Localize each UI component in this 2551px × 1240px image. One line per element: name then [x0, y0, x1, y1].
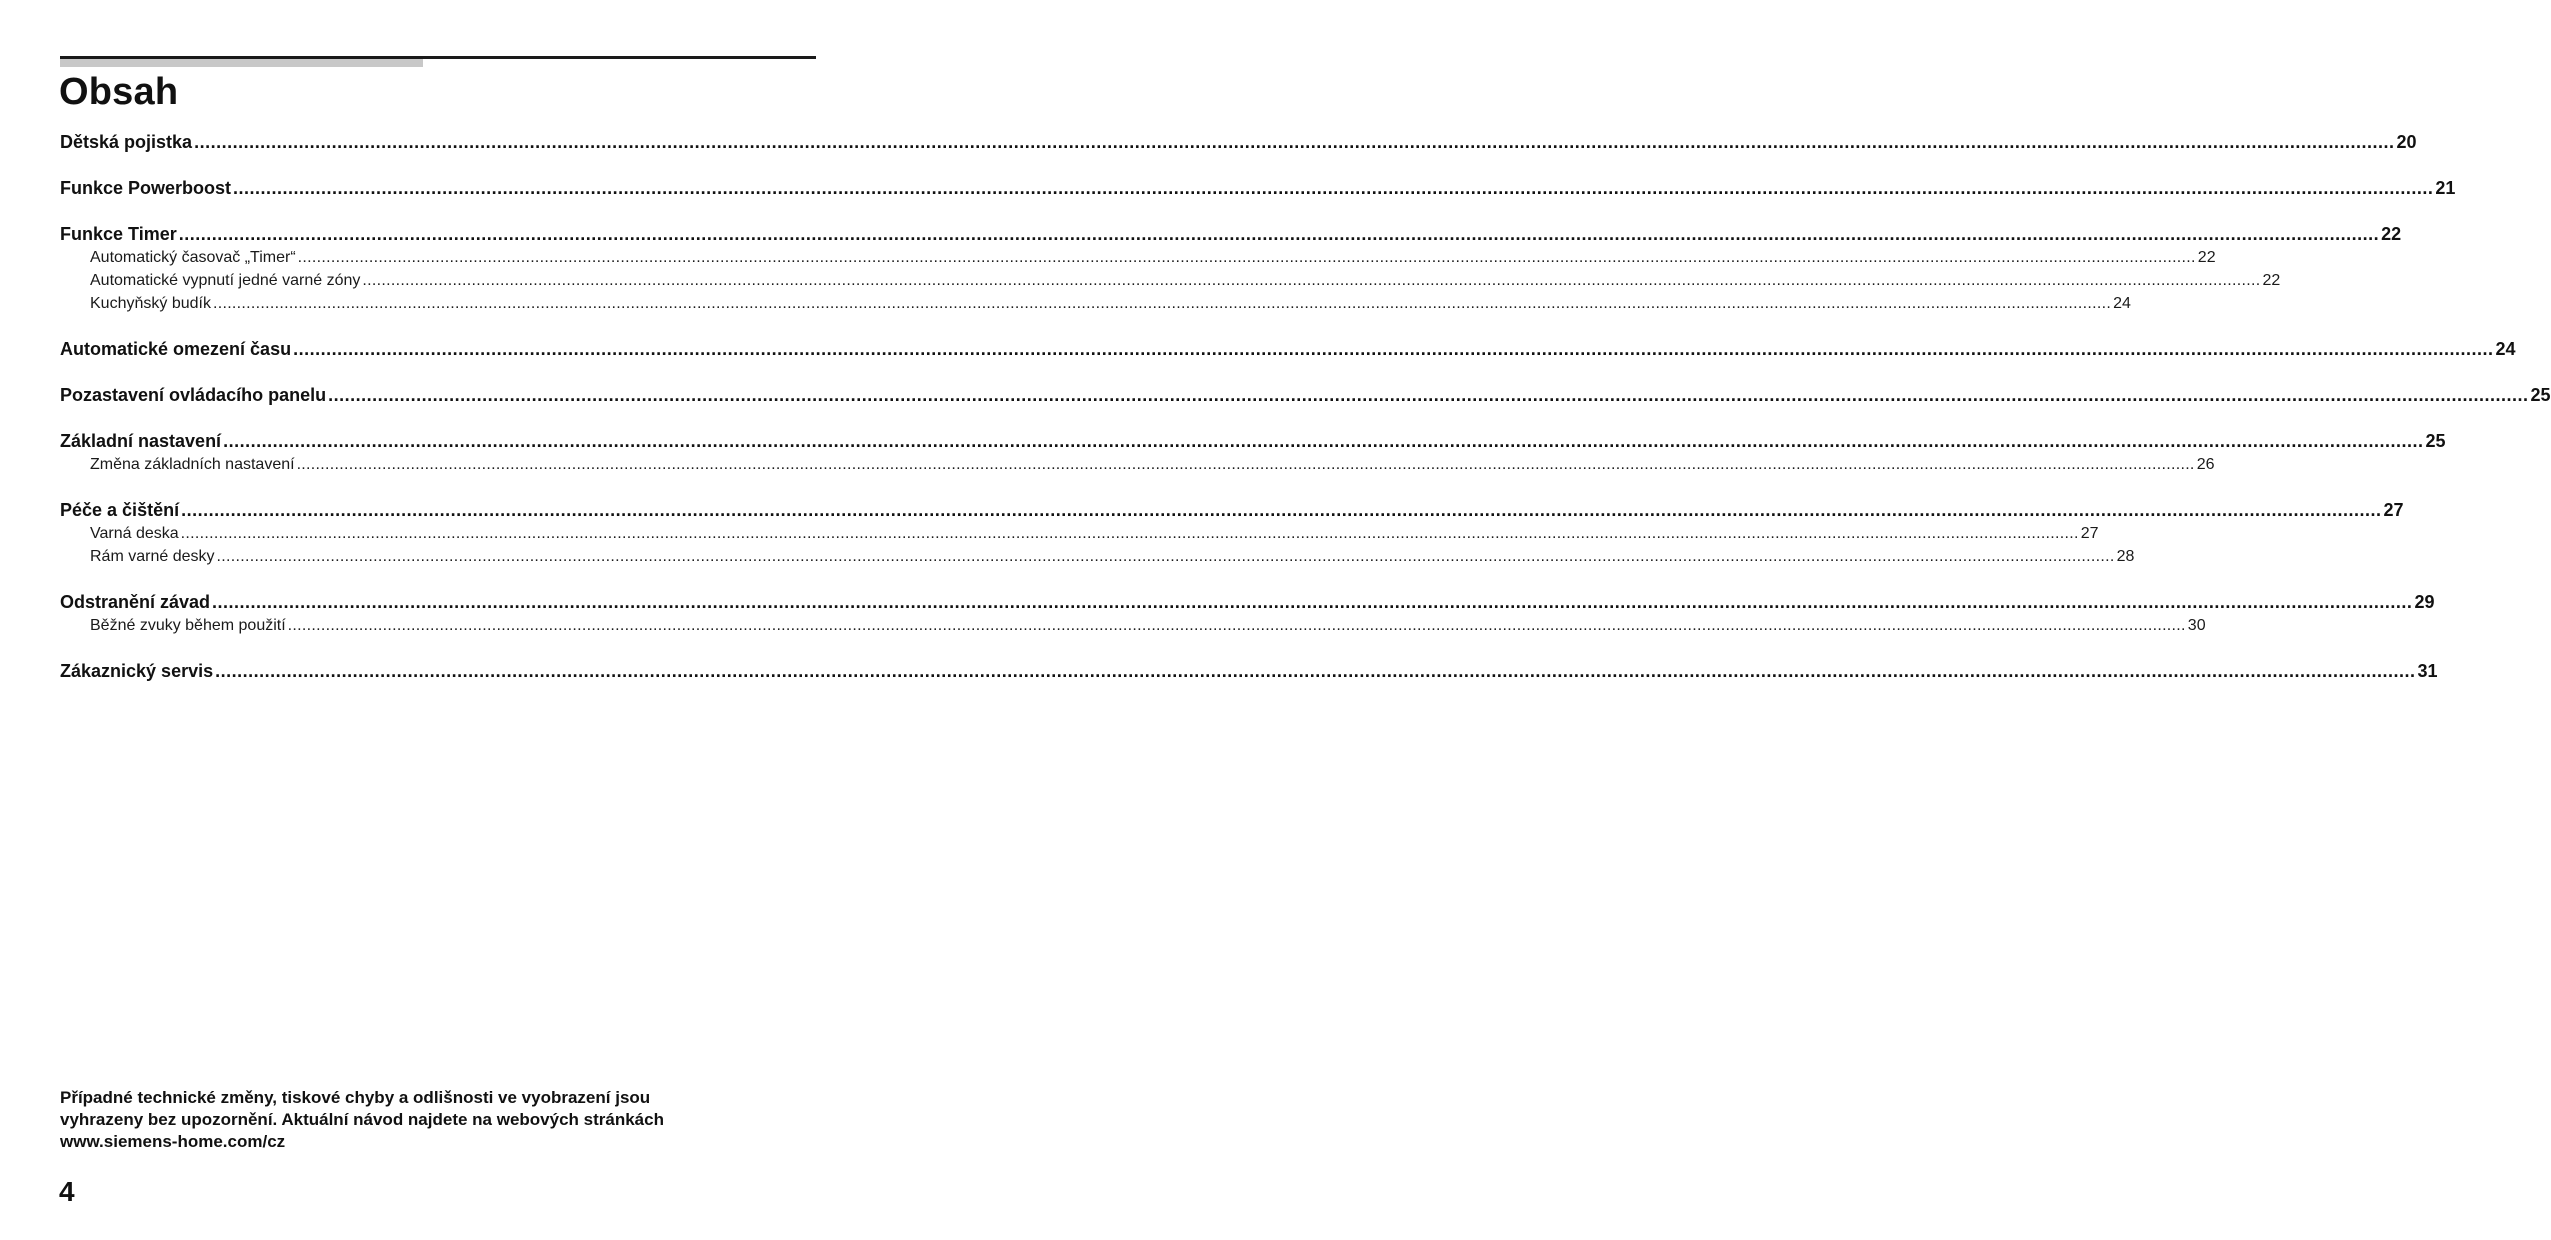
toc-entry-page: 22: [2197, 249, 2216, 266]
toc-entry: [60, 176, 2456, 200]
toc-entry-label: Kuchyňský budík: [90, 295, 211, 312]
toc-entry-label: Dětská pojistka: [60, 132, 193, 152]
toc-entry-label: Funkce Timer: [60, 224, 177, 244]
toc-entry-label: Běžné zvuky během použití: [90, 617, 286, 634]
toc-entry: [60, 659, 2438, 683]
toc-leader-dots: ................................................................................................................................................................................................................................................................................................................................................................................................................: [328, 385, 2529, 405]
footer-note: [60, 1087, 820, 1153]
toc-entry-label: Automatický časovač „Timer“: [90, 249, 296, 266]
footer-url: www.siemens-home.com/cz: [60, 1132, 286, 1151]
toc-leader-dots: ................................................................................................................................................................................................................................................................................................................................................................................................................: [194, 132, 2395, 152]
toc-leader-dots: ................................................................................................................................................................................................................................................................................................................................................................................................................: [180, 525, 2079, 542]
toc-entry-page: 29: [2414, 592, 2435, 612]
toc-entry: [60, 590, 2435, 614]
toc-entry-label: Změna základních nastavení: [90, 456, 295, 473]
header-accent-bar: [60, 59, 423, 67]
page-number: 4: [59, 1176, 75, 1207]
toc-entry-page: 25: [2530, 385, 2551, 405]
toc-entry: [60, 498, 2404, 522]
toc-entry-page: 31: [2417, 661, 2438, 681]
toc-entry: [60, 429, 2446, 453]
toc-entry-label: Automatické vypnutí jedné varné zóny: [90, 272, 361, 289]
toc-entry-page: 27: [2383, 500, 2404, 520]
toc-entry-page: 20: [2396, 132, 2417, 152]
toc-entry-page: 22: [2381, 224, 2402, 244]
toc-leader-dots: ................................................................................................................................................................................................................................................................................................................................................................................................................: [233, 178, 2434, 198]
page-title: Obsah: [59, 71, 179, 113]
toc-subentry: [60, 246, 2216, 269]
toc-entry-page: 24: [2113, 295, 2131, 312]
toc-leader-dots: ................................................................................................................................................................................................................................................................................................................................................................................................................: [178, 224, 2380, 244]
toc-entry-label: Varná deska: [90, 525, 179, 542]
toc-subentry: [60, 614, 2206, 637]
toc-entry: [60, 222, 2402, 246]
toc-subentry: [60, 453, 2215, 476]
toc-entry-page: 28: [2116, 548, 2135, 565]
toc-entry-label: Zákaznický servis: [60, 661, 214, 681]
toc-entry-page: 24: [2495, 339, 2516, 359]
toc-leader-dots: ................................................................................................................................................................................................................................................................................................................................................................................................................: [212, 295, 2112, 312]
toc-entry-label: Automatické omezení času: [60, 339, 292, 359]
toc-leader-dots: ................................................................................................................................................................................................................................................................................................................................................................................................................: [215, 661, 2416, 681]
toc-leader-dots: ................................................................................................................................................................................................................................................................................................................................................................................................................: [181, 500, 2382, 520]
toc-leader-dots: ................................................................................................................................................................................................................................................................................................................................................................................................................: [223, 431, 2424, 451]
toc-leader-dots: ................................................................................................................................................................................................................................................................................................................................................................................................................: [296, 456, 2195, 473]
toc-entry-page: 26: [2196, 456, 2215, 473]
toc-entry-label: Odstranění závad: [60, 592, 211, 612]
toc-leader-dots: ................................................................................................................................................................................................................................................................................................................................................................................................................: [287, 617, 2186, 634]
table-of-contents: [60, 130, 2551, 683]
toc-subentry: [60, 545, 2135, 568]
toc-entry: [60, 337, 2516, 361]
toc-entry-label: Pozastavení ovládacího panelu: [60, 385, 327, 405]
toc-subentry: [60, 522, 2099, 545]
toc-leader-dots: ................................................................................................................................................................................................................................................................................................................................................................................................................: [216, 548, 2115, 565]
toc-entry-label: Základní nastavení: [60, 431, 222, 451]
footer-line: Případné technické změny, tiskové chyby a odlišnosti ve vyobrazení jsou: [60, 1088, 651, 1107]
toc-entry-label: Rám varné desky: [90, 548, 215, 565]
toc-leader-dots: ................................................................................................................................................................................................................................................................................................................................................................................................................: [212, 592, 2413, 612]
toc-entry-page: 25: [2425, 431, 2446, 451]
toc-entry-page: 21: [2435, 178, 2456, 198]
toc-leader-dots: ................................................................................................................................................................................................................................................................................................................................................................................................................: [297, 249, 2196, 266]
toc-entry-label: Funkce Powerboost: [60, 178, 232, 198]
toc-entry: [60, 130, 2417, 154]
toc-entry: [60, 383, 2551, 407]
toc-leader-dots: ................................................................................................................................................................................................................................................................................................................................................................................................................: [362, 272, 2261, 289]
toc-subentry: [60, 292, 2131, 315]
toc-entry-page: 27: [2080, 525, 2099, 542]
toc-leader-dots: ................................................................................................................................................................................................................................................................................................................................................................................................................: [293, 339, 2494, 359]
toc-entry-label: Péče a čištění: [60, 500, 180, 520]
toc-subentry: [60, 269, 2281, 292]
toc-entry-page: 22: [2262, 272, 2281, 289]
toc-entry-page: 30: [2187, 617, 2206, 634]
footer-line: vyhrazeny bez upozornění. Aktuální návod najdete na webových stránkách: [60, 1110, 664, 1129]
